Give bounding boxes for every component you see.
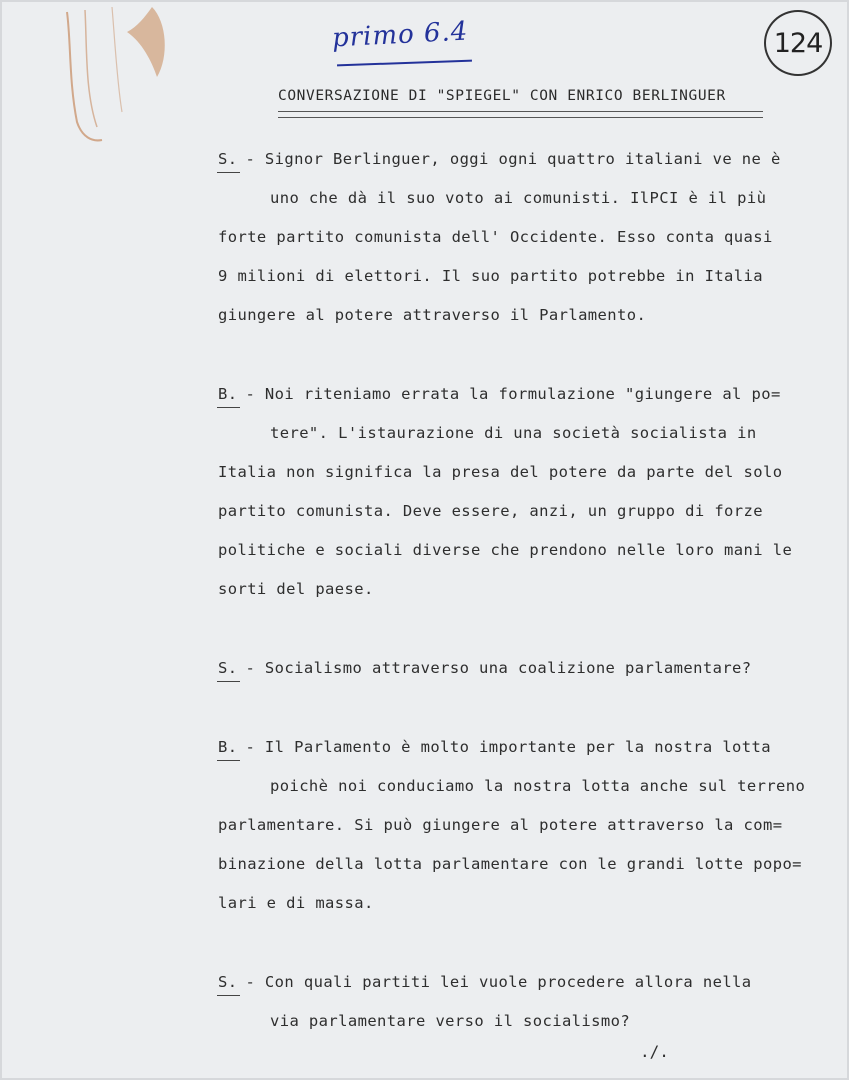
paragraph-1-line-3: forte partito comunista dell' Occidente. Esso conta quasi bbox=[218, 228, 773, 246]
paragraph-4-line-3: parlamentare. Si può giungere al potere attraverso la com= bbox=[218, 816, 783, 834]
speaker-label: S. bbox=[218, 659, 238, 677]
paragraph-4-line-4: binazione della lotta parlamentare con le grandi lotte popo= bbox=[218, 855, 802, 873]
paragraph-3-line-1: S. - Socialismo attraverso una coalizione parlamentare? bbox=[218, 659, 752, 677]
annotation-underline bbox=[337, 60, 472, 67]
speaker-label: S. bbox=[218, 973, 238, 991]
paragraph-1-line-2: uno che dà il suo voto ai comunisti. IlPCI è il più bbox=[270, 189, 767, 207]
paragraph-2-line-5: politiche e sociali diverse che prendono nelle loro mani le bbox=[218, 541, 793, 559]
speaker-label: B. bbox=[218, 738, 238, 756]
paragraph-5-line-1: S. - Con quali partiti lei vuole procedere allora nella bbox=[218, 973, 752, 991]
speaker-label: S. bbox=[218, 150, 238, 168]
continuation-mark: ./. bbox=[640, 1042, 669, 1061]
paragraph-1-line-5: giungere al potere attraverso il Parlamento. bbox=[218, 306, 647, 324]
paragraph-1-line-1: S. - Signor Berlinguer, oggi ogni quattro italiani ve ne è bbox=[218, 150, 781, 168]
paragraph-4-line-5: lari e di massa. bbox=[218, 894, 374, 912]
speaker-label: B. bbox=[218, 385, 238, 403]
paragraph-5-line-2: via parlamentare verso il socialismo? bbox=[270, 1012, 631, 1030]
page-number: 124 bbox=[764, 10, 832, 76]
title-double-underline bbox=[278, 111, 763, 118]
paragraph-2-line-4: partito comunista. Deve essere, anzi, un gruppo di forze bbox=[218, 502, 763, 520]
rust-stain bbox=[57, 2, 177, 152]
paragraph-4-line-2: poichè noi conduciamo la nostra lotta anche sul terreno bbox=[270, 777, 806, 795]
handwritten-annotation: primo 6.4 bbox=[331, 16, 470, 54]
paragraph-2-line-2: tere". L'istaurazione di una società socialista in bbox=[270, 424, 757, 442]
paragraph-1-line-4: 9 milioni di elettori. Il suo partito potrebbe in Italia bbox=[218, 267, 763, 285]
paragraph-2-line-6: sorti del paese. bbox=[218, 580, 374, 598]
paragraph-2-line-3: Italia non significa la presa del potere da parte del solo bbox=[218, 463, 783, 481]
paragraph-2-line-1: B. - Noi riteniamo errata la formulazione "giungere al po= bbox=[218, 385, 781, 403]
paragraph-4-line-1: B. - Il Parlamento è molto importante per la nostra lotta bbox=[218, 738, 771, 756]
document-title: CONVERSAZIONE DI "SPIEGEL" CON ENRICO BERLINGUER bbox=[278, 88, 726, 104]
